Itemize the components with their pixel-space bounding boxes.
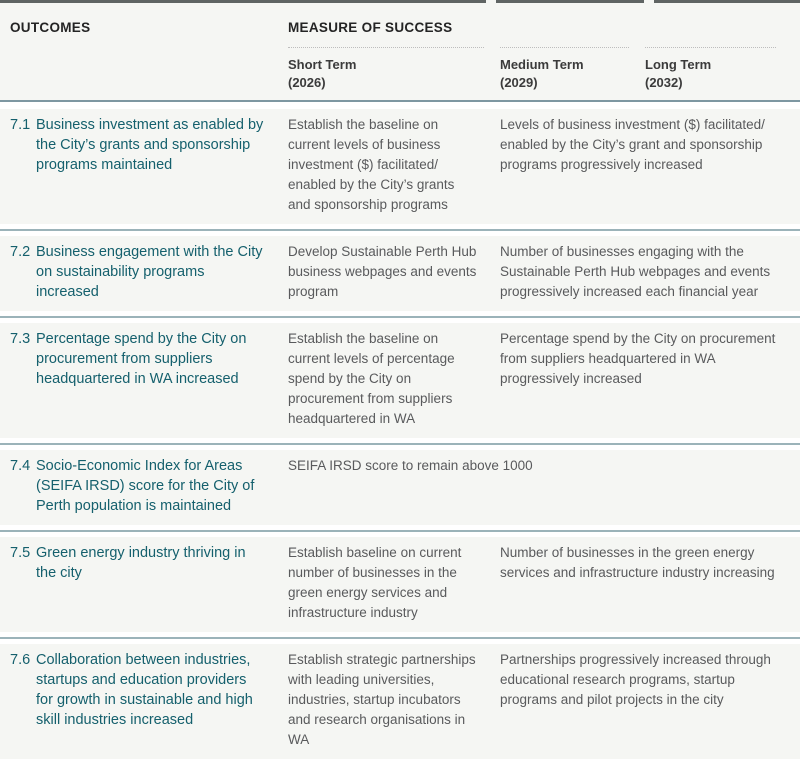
medium-long-term-cell: Partnerships progressively increased through educational research programs, startup programs and pilot projects in the city: [500, 652, 771, 707]
table-row: [0, 537, 800, 632]
outcome-text: Percentage spend by the City on procurement from suppliers headquartered in WA increased: [36, 331, 247, 387]
row-number: 7.4: [10, 458, 31, 474]
term-label: Long Term: [645, 57, 712, 72]
medium-long-term-cell: Percentage spend by the City on procurement from suppliers headquartered in WA progressively increased: [500, 331, 776, 386]
top-rule-segment: [496, 0, 644, 3]
short-term-cell: Develop Sustainable Perth Hub business webpages and events program: [288, 244, 477, 299]
row-number: 7.3: [10, 331, 31, 347]
term-year: (2029): [500, 74, 538, 90]
top-rule-segment: [0, 0, 486, 3]
row-separator: [0, 443, 800, 445]
long-term-column-header: [645, 47, 776, 91]
table-row: [0, 236, 800, 311]
outcome-text: Green energy industry thriving in the city: [36, 545, 246, 581]
row-separator: [0, 637, 800, 639]
measure-of-success-header: MEASURE OF SUCCESS: [288, 20, 453, 35]
outcomes-column-header: OUTCOMES: [10, 20, 91, 35]
terms-spacer: [10, 47, 288, 91]
row-separator: [0, 229, 800, 231]
table-row: [0, 109, 800, 224]
medium-long-term-cell: Number of businesses in the green energy services and infrastructure industry increasing: [500, 545, 775, 580]
top-rule: [0, 0, 800, 3]
row-separator: [0, 530, 800, 532]
short-term-cell: Establish baseline on current number of businesses in the green energy services and infrastructure industry: [288, 545, 462, 620]
all-terms-cell: SEIFA IRSD score to remain above 1000: [288, 458, 533, 473]
term-label: Short Term: [288, 57, 357, 72]
medium-term-column-header: [500, 47, 629, 91]
term-label: Medium Term: [500, 57, 584, 72]
table-row: [0, 450, 800, 525]
row-number: 7.1: [10, 117, 31, 133]
table-row: [0, 644, 800, 759]
short-term-column-header: [288, 47, 484, 91]
row-number: 7.6: [10, 652, 31, 668]
short-term-cell: Establish the baseline on current levels of percentage spend by the City on procurement from suppliers headquartered in WA: [288, 331, 455, 426]
table-body: [0, 109, 800, 759]
top-rule-segment: [654, 0, 800, 3]
outcome-text: Business engagement with the City on sustainability programs increased: [36, 244, 263, 300]
table-header: [0, 0, 800, 102]
outcome-text: Business investment as enabled by the City’s grants and sponsorship programs maintained: [36, 117, 264, 173]
table-row: [0, 323, 800, 438]
term-year: (2026): [288, 74, 326, 90]
row-number: 7.5: [10, 545, 31, 561]
medium-long-term-cell: Levels of business investment ($) facilitated/ enabled by the City’s grant and sponsorship programs progressively increased: [500, 117, 765, 172]
row-number: 7.2: [10, 244, 31, 260]
term-year: (2032): [645, 74, 683, 90]
short-term-cell: Establish the baseline on current levels of business investment ($) facilitated/ enabled by the City’s grants and sponsorship programs: [288, 117, 455, 212]
outcome-text: Collaboration between industries, startups and education providers for growth in sustainable and high skill industries increased: [36, 652, 253, 728]
short-term-cell: Establish strategic partnerships with leading universities, industries, startup incubators and research organisations in WA: [288, 652, 476, 747]
outcome-text: Socio-Economic Index for Areas (SEIFA IRSD) score for the City of Perth population is maintained: [36, 458, 255, 514]
medium-long-term-cell: Number of businesses engaging with the Sustainable Perth Hub webpages and events progressively increased each financial year: [500, 244, 771, 299]
row-separator: [0, 316, 800, 318]
